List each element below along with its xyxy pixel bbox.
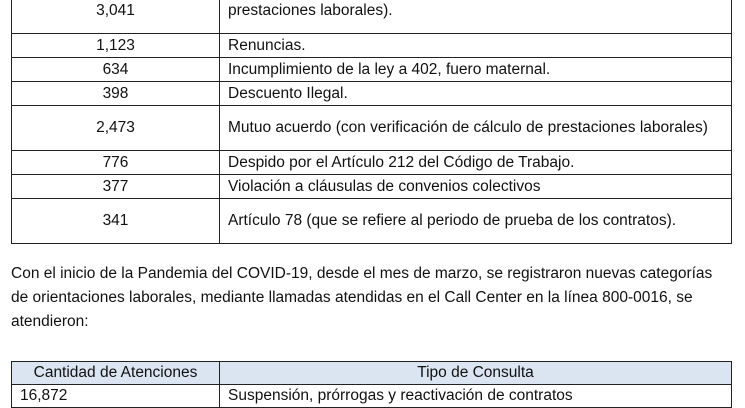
table-header-row [12,362,732,385]
table-row [12,58,732,82]
column-header-type: Tipo de Consulta [220,362,732,385]
count-cell: 377 [12,175,220,199]
column-header-count: Cantidad de Atenciones [12,362,220,385]
table-row [12,151,732,175]
type-cell: Artículo 78 (que se refiere al periodo de prueba de los contratos). [220,199,732,244]
body-paragraph: Con el inicio de la Pandemia del COVID-19, desde el mes de marzo, se registraron nuevas categorías de orientaciones laborales, mediante llamadas atendidas en el Call Center en la línea 800-0016, se atendieron: [11,265,713,330]
type-cell: Mutuo acuerdo (con verificación de cálculo de prestaciones laborales) [220,106,732,151]
count-cell: 1,123 [12,34,220,58]
type-cell: Renuncias. [220,34,732,58]
type-cell: Suspensión, prórrogas y reactivación de contratos [220,385,732,408]
table-row [12,385,732,408]
complaints-table [11,0,732,244]
table-row [12,0,732,34]
table-row [12,199,732,244]
type-cell: Despido por el Artículo 212 del Código de Trabajo. [220,151,732,175]
table-row [12,106,732,151]
type-cell: Incumplimiento de la ley a 402, fuero maternal. [220,58,732,82]
table-row [12,175,732,199]
count-cell: 634 [12,58,220,82]
type-cell: Descuento Ilegal. [220,82,732,106]
type-cell: prestaciones laborales). [220,0,732,34]
count-cell: 776 [12,151,220,175]
count-cell: 3,041 [12,0,220,34]
table-row [12,34,732,58]
count-cell: 16,872 [12,385,220,408]
consultations-table [11,361,732,408]
type-cell: Violación a cláusulas de convenios colectivos [220,175,732,199]
count-cell: 398 [12,82,220,106]
count-cell: 341 [12,199,220,244]
count-cell: 2,473 [12,106,220,151]
table-row [12,82,732,106]
